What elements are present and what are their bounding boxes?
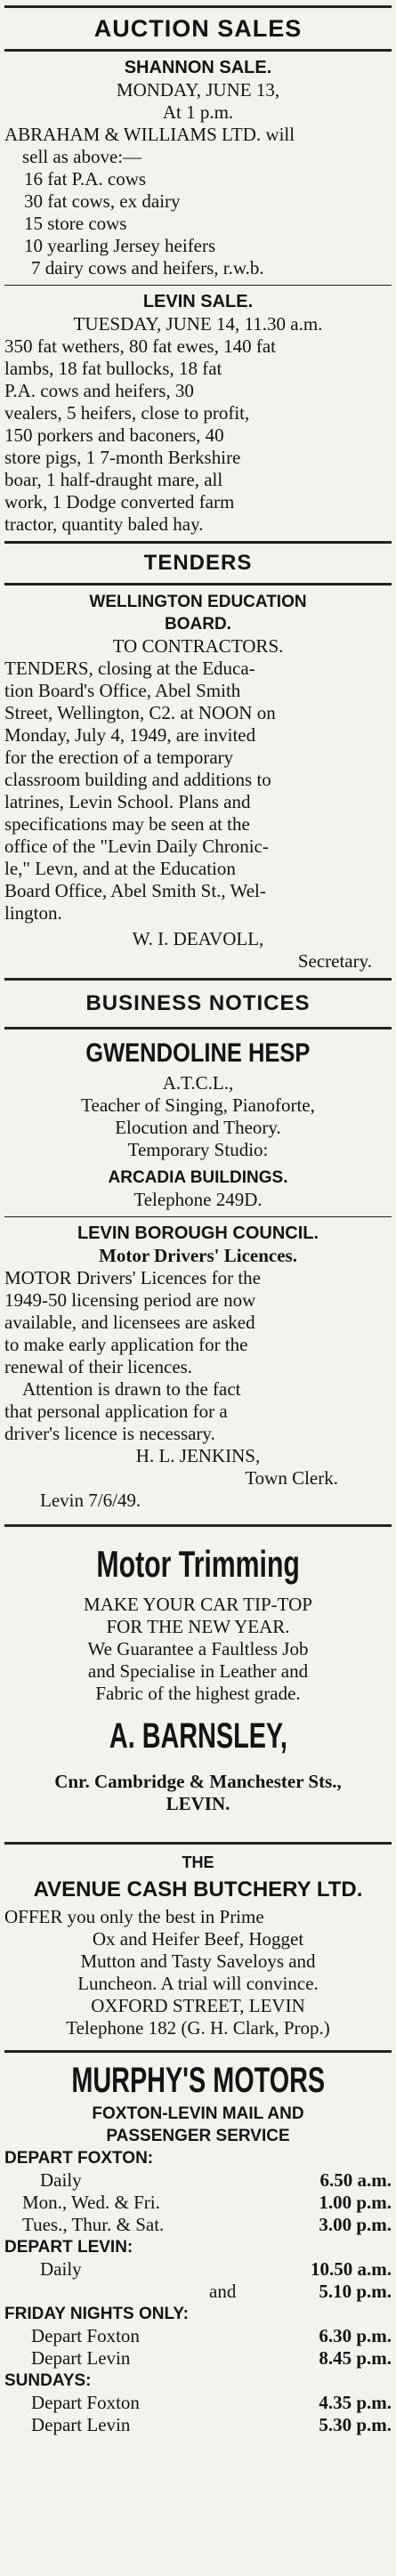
levin-title: LEVIN SALE. [142, 292, 254, 311]
text-line: renewal of their licences. [4, 1356, 193, 1377]
murphys-title: MURPHY'S MOTORS [71, 2061, 325, 2100]
murphys-ad [4, 2058, 392, 2436]
schedule-day: Depart Foxton [31, 2325, 140, 2346]
trimming-ad [4, 1532, 392, 1815]
text-line: latrines, Levin School. Plans and [4, 791, 251, 812]
schedule-row [4, 2281, 392, 2303]
depart-foxton-label: DEPART FOXTON: [4, 2149, 154, 2168]
text-line: specifications may be seen at the [4, 813, 250, 835]
schedule-row [4, 2214, 392, 2236]
levin-sale-ad [4, 291, 392, 536]
trimming-title: Motor Trimming [96, 1543, 300, 1585]
list-item: 7 dairy cows and heifers, r.w.b. [31, 257, 264, 279]
text-line: 1949-50 licensing period are now [4, 1289, 256, 1311]
depart-levin-label: DEPART LEVIN: [4, 2238, 133, 2257]
schedule-row [4, 2414, 392, 2436]
schedule-day: and [209, 2281, 237, 2302]
schedule-day: Depart Levin [31, 2347, 131, 2369]
tender-signer: W. I. DEAVOLL, [132, 928, 264, 949]
text-line: 350 fat wethers, 80 fat ewes, 140 fat [4, 335, 276, 357]
list-item: 16 fat P.A. cows [24, 168, 147, 190]
schedule-row [4, 2258, 392, 2281]
schedule-time: 6.30 p.m. [319, 2325, 392, 2346]
schedule-time: 4.35 p.m. [319, 2392, 392, 2413]
text-line: Mutton and Tasty Saveloys and [80, 1950, 316, 1972]
council-signer-title: Town Clerk. [245, 1467, 338, 1489]
tender-to: TO CONTRACTORS. [112, 635, 284, 657]
tender-board: WELLINGTON EDUCATION [89, 593, 307, 611]
council-subtitle: Motor Drivers' Licences. [99, 1245, 297, 1266]
text-line: for the erection of a temporary [4, 747, 234, 768]
text-line: vealers, 5 heifers, close to profit, [4, 402, 250, 424]
schedule-time: 8.45 p.m. [319, 2347, 392, 2369]
hesp-quals: A.T.C.L., [162, 1072, 234, 1094]
rule [4, 583, 392, 585]
rule [4, 2050, 392, 2053]
newspaper-column [0, 5, 396, 2436]
levin-date: TUESDAY, JUNE 14, 11.30 a.m. [73, 313, 323, 335]
schedule-day: Tues., Thur. & Sat. [22, 2214, 165, 2235]
hesp-studio: ARCADIA BUILDINGS. [108, 1168, 288, 1187]
shannon-time: At 1 p.m. [162, 101, 234, 123]
rule [4, 1842, 392, 1845]
schedule-day: Daily [40, 2258, 82, 2280]
list-item: 10 yearling Jersey heifers [24, 235, 216, 256]
council-title: LEVIN BOROUGH COUNCIL. [77, 1223, 319, 1243]
rule [4, 1027, 392, 1030]
shannon-intro: ABRAHAM & WILLIAMS LTD. will [4, 124, 295, 145]
schedule-time: 6.50 a.m. [319, 2169, 392, 2191]
text-line: FOR THE NEW YEAR. [106, 1616, 290, 1637]
rule [4, 978, 392, 981]
council-dated: Levin 7/6/49. [40, 1490, 141, 1511]
schedule-row [4, 2169, 392, 2192]
rule [4, 1524, 392, 1527]
text-line: We Guarantee a Faultless Job [87, 1638, 309, 1659]
auction-heading: AUCTION SALES [93, 15, 303, 42]
text-line: available, and licensees are asked [4, 1312, 255, 1333]
sundays-label: SUNDAYS: [4, 2371, 92, 2390]
text-line: Luncheon. A trial will convince. [77, 1973, 319, 1994]
schedule-day: Daily [40, 2169, 82, 2191]
text-line: MOTOR Drivers' Licences for the [4, 1267, 261, 1288]
trimming-address: LEVIN. [166, 1793, 230, 1814]
text-line: Attention is drawn to the fact [22, 1378, 241, 1400]
text-line: boar, 1 half-draught mare, all [4, 469, 223, 490]
hesp-ad [4, 1035, 392, 1211]
text-line: and Specialise in Leather and [87, 1660, 309, 1682]
list-item: 30 fat cows, ex dairy [24, 190, 181, 212]
butchery-ad [4, 1852, 392, 2039]
rule [4, 541, 392, 544]
text-line: le," Levn, and at the Education [4, 858, 236, 879]
murphys-service: PASSENGER SERVICE [106, 2127, 290, 2145]
text-line: MAKE YOUR CAR TIP-TOP [84, 1594, 312, 1615]
trimming-name: A. BARNSLEY, [109, 1716, 287, 1756]
butchery-the: THE [182, 1853, 214, 1871]
text-line: lambs, 18 fat bullocks, 18 fat [4, 358, 222, 379]
text-line: Teacher of Singing, Pianoforte, [81, 1094, 315, 1116]
text-line: driver's licence is necessary. [4, 1423, 215, 1444]
schedule-day: Mon., Wed. & Fri. [22, 2192, 160, 2213]
schedule-time: 10.50 a.m. [311, 2258, 392, 2280]
schedule-time: 3.00 p.m. [319, 2214, 392, 2235]
schedule-row [4, 2325, 392, 2347]
text-line: Monday, July 4, 1949, are invited [4, 724, 256, 746]
tender-ad [4, 591, 392, 973]
schedule-day: Depart Foxton [31, 2392, 140, 2413]
butchery-address: OXFORD STREET, LEVIN [91, 1995, 305, 2016]
friday-label: FRIDAY NIGHTS ONLY: [4, 2305, 189, 2323]
schedule-time: 5.30 p.m. [319, 2414, 392, 2435]
text-line: work, 1 Dodge converted farm [4, 491, 235, 513]
rule [4, 1216, 392, 1217]
text-line: Ox and Heifer Beef, Hogget [92, 1928, 304, 1950]
text-line: Street, Wellington, C2. at NOON on [4, 702, 276, 723]
rule [4, 49, 392, 52]
text-line: to make early application for the [4, 1334, 248, 1355]
council-ad [4, 1223, 392, 1512]
text-line: Temporary Studio: [127, 1139, 269, 1160]
text-line: TENDERS, closing at the Educa- [4, 658, 255, 679]
shannon-intro: sell as above:— [22, 146, 142, 167]
text-line: tion Board's Office, Abel Smith [4, 680, 241, 701]
trimming-address: Cnr. Cambridge & Manchester Sts., [54, 1771, 342, 1792]
rule [4, 285, 392, 286]
text-line: tractor, quantity baled hay. [4, 513, 204, 535]
text-line: that personal application for a [4, 1401, 228, 1422]
shannon-title: SHANNON SALE. [124, 58, 272, 77]
schedule-row [4, 2192, 392, 2214]
list-item: 15 store cows [24, 213, 127, 234]
text-line: classroom building and additions to [4, 769, 271, 790]
schedule-day: Depart Levin [31, 2414, 131, 2435]
schedule-row [4, 2392, 392, 2414]
schedule-row [4, 2347, 392, 2370]
butchery-name: AVENUE CASH BUTCHERY LTD. [33, 1877, 363, 1902]
shannon-sale-ad [4, 57, 392, 279]
council-signer: H. L. JENKINS, [135, 1445, 261, 1466]
text-line: store pigs, 1 7-month Berkshire [4, 447, 241, 468]
schedule-time: 1.00 p.m. [319, 2192, 392, 2213]
text-line: OFFER you only the best in Prime [4, 1906, 264, 1927]
business-heading: BUSINESS NOTICES [85, 991, 311, 1015]
tenders-heading: TENDERS [143, 551, 253, 575]
hesp-name: GWENDOLINE HESP [85, 1038, 311, 1068]
butchery-phone: Telephone 182 (G. H. Clark, Prop.) [66, 2017, 330, 2039]
tender-board: BOARD. [165, 615, 231, 634]
text-line: lington. [4, 902, 62, 924]
text-line: office of the "Levin Daily Chronic- [4, 836, 269, 857]
text-line: Fabric of the highest grade. [95, 1683, 301, 1704]
top-rule [4, 5, 392, 8]
schedule-time: 5.10 p.m. [319, 2281, 392, 2302]
text-line: P.A. cows and heifers, 30 [4, 380, 194, 401]
hesp-phone: Telephone 249D. [133, 1189, 263, 1210]
text-line: Board Office, Abel Smith St., Wel- [4, 880, 266, 901]
text-line: 150 porkers and baconers, 40 [4, 424, 224, 446]
tender-signer-title: Secretary. [297, 950, 372, 972]
shannon-date: MONDAY, JUNE 13, [116, 79, 280, 101]
text-line: Elocution and Theory. [115, 1117, 281, 1138]
murphys-service: FOXTON-LEVIN MAIL AND [92, 2104, 304, 2123]
